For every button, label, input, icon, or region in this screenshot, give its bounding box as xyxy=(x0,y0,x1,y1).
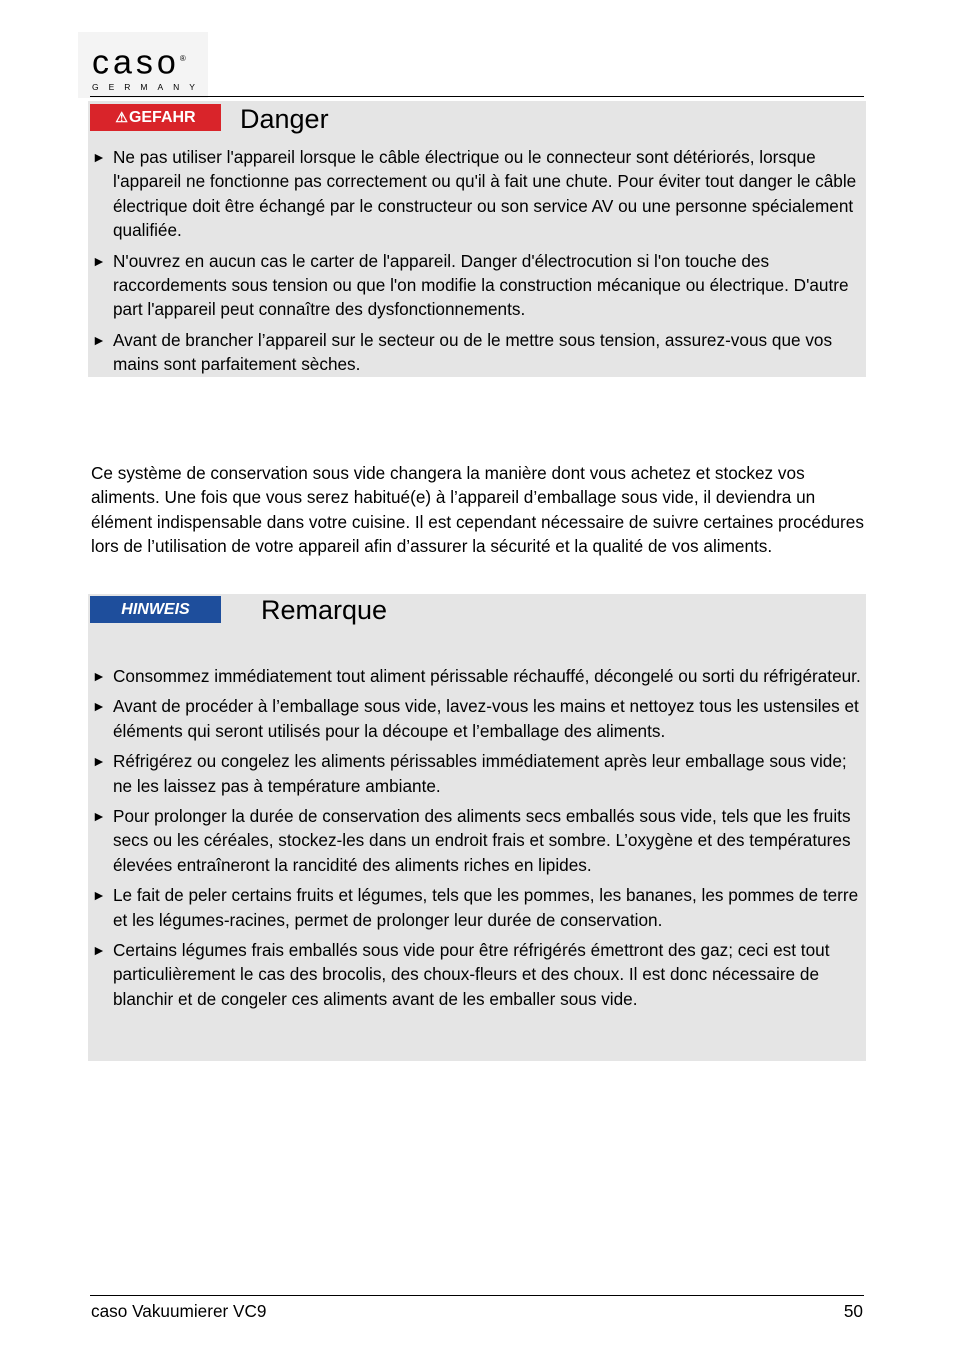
brand-logo xyxy=(78,32,208,98)
warning-triangle-icon: ⚠ xyxy=(115,109,128,125)
bullet-arrow-icon: ► xyxy=(92,668,106,684)
note-list xyxy=(88,664,866,1017)
note-section xyxy=(88,594,866,1061)
intro-paragraph: Ce système de conservation sous vide changera la manière dont vous achetez et stockez vos aliments. Une fois que vous serez habitué(e) à l’appareil d’emballage sous vide, il deviendra un élément indispensable dans votre cuisine. Il est cependant nécessaire de suivre certaines procédures lors de l’utilisation de votre appareil afin d’assurer la sécurité et la qualité de vos aliments. xyxy=(91,463,864,557)
bullet-arrow-icon: ► xyxy=(92,252,106,269)
list-item: ► Certains légumes frais emballés sous vide pour être réfrigérés émettront des gaz; ceci est tout particulièrement le cas des brocolis, des choux-fleurs et des choux. Il est donc nécessaire de blanchir et de congeler ces aliments avant de les emballer sous vide. xyxy=(92,940,830,1009)
danger-title: Danger xyxy=(240,104,329,134)
bullet-arrow-icon: ► xyxy=(92,753,106,770)
header-divider xyxy=(90,96,864,97)
list-item: ► Réfrigérez ou congelez les aliments périssables immédiatement après leur emballage sous vide; ne les laissez pas à température ambiante. xyxy=(92,751,847,796)
bullet-arrow-icon: ► xyxy=(92,149,106,165)
list-item: ► Pour prolonger la durée de conservation des aliments secs emballés sous vide, tels que les fruits secs ou les céréales, stockez-les dans un endroit frais et sombre. L’oxygène et des températures élevées entraîneront la rancidité des aliments riches en lipides. xyxy=(92,806,851,875)
logo-wordmark: caso xyxy=(92,43,180,82)
note-badge: HINWEIS xyxy=(90,596,221,623)
bullet-arrow-icon: ► xyxy=(92,942,106,959)
footer-product-name: caso Vakuumierer VC9 xyxy=(91,1301,267,1321)
danger-section xyxy=(88,101,866,377)
footer-divider xyxy=(90,1295,864,1296)
bullet-arrow-icon: ► xyxy=(92,698,106,715)
logo-registered-mark: ® xyxy=(179,54,186,63)
page-number: 50 xyxy=(843,1301,863,1321)
list-item: ► Avant de brancher l’appareil sur le secteur ou de le mettre sous tension, assurez-vous que vos mains sont parfaitement sèches. xyxy=(92,329,833,375)
list-item: ► Consommez immédiatement tout aliment périssable réchauffé, décongelé ou sorti du réfrigérateur. xyxy=(88,664,866,688)
danger-badge-label: GEFAHR xyxy=(128,108,196,126)
bullet-arrow-icon: ► xyxy=(92,808,106,825)
list-item: ► N'ouvrez en aucun cas le carter de l'appareil. Danger d'électrocution si l'on touche des raccordements sous tension ou que l'on modifie la construction mécanique ou électrique. D'autre part l'appareil peut connaître des dysfonctionnements. xyxy=(92,250,849,320)
danger-list xyxy=(88,145,866,383)
danger-badge xyxy=(90,104,221,131)
list-item: ► Le fait de peler certains fruits et légumes, tels que les pommes, les bananes, les pommes de terre et les légumes-racines, permet de prolonger leur durée de conservation. xyxy=(92,885,859,930)
logo-subtitle: GERMANY xyxy=(92,82,205,92)
list-item: ► Avant de procéder à l’emballage sous vide, lavez-vous les mains et nettoyez tous les ustensiles et éléments qui seront utilisés pour la découpe et l’emballage des aliments. xyxy=(92,696,859,741)
bullet-arrow-icon: ► xyxy=(92,331,106,348)
list-item: ► Ne pas utiliser l'appareil lorsque le câble électrique ou le connecteur sont détériorés, lorsque l'appareil ne fonctionne pas correctement ou qu'il à fait une chute. Pour éviter tout danger le câble électrique doit être échangé par le constructeur ou son service AV ou une personne spécialement qualifiée. xyxy=(92,147,857,241)
bullet-arrow-icon: ► xyxy=(92,887,106,904)
note-title: Remarque xyxy=(261,595,388,625)
